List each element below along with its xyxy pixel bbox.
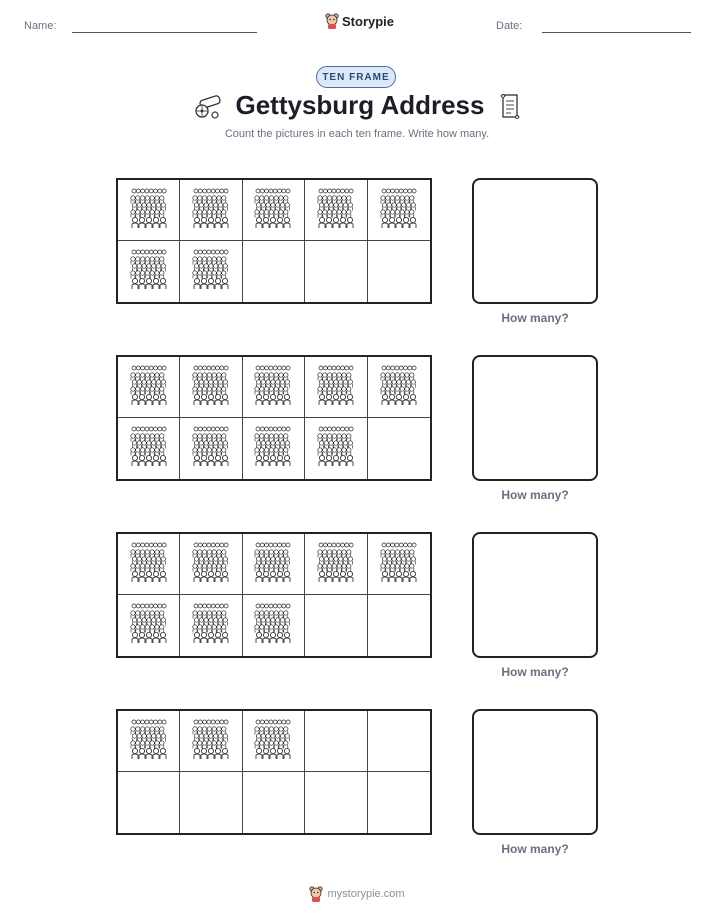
ten-frame: [116, 178, 432, 304]
crowd-icon: [128, 364, 170, 411]
ten-frame-cell: [305, 772, 367, 833]
ten-frame-cell: [180, 180, 242, 241]
crowd-icon: [190, 248, 232, 295]
ten-frame-cell: [305, 711, 367, 772]
crowd-icon: [378, 541, 420, 588]
crowd-icon: [190, 187, 232, 234]
instructions: Count the pictures in each ten frame. Write how many.: [224, 128, 490, 140]
crowd-icon: [128, 425, 170, 472]
ten-frame-cell: [180, 418, 242, 479]
crowd-icon: [128, 187, 170, 234]
answer-box[interactable]: [472, 355, 598, 481]
ten-frame-cell: [305, 180, 367, 241]
ten-frame-cell: [305, 357, 367, 418]
how-many-label: How many?: [501, 311, 569, 325]
ten-frame-cell: [243, 357, 305, 418]
cannon-icon: [192, 92, 222, 120]
crowd-icon: [190, 718, 232, 765]
ten-frame-cell: [180, 357, 242, 418]
date-label: Date:: [496, 20, 523, 32]
ten-frame-cell: [243, 241, 305, 302]
bear-mascot-icon: [325, 13, 339, 29]
crowd-icon: [378, 187, 420, 234]
ten-frame: [116, 355, 432, 481]
ten-frame-cell: [243, 180, 305, 241]
ten-frame-cell: [180, 595, 242, 656]
crowd-icon: [315, 541, 357, 588]
how-many-label: How many?: [501, 488, 569, 502]
ten-frame-cell: [305, 241, 367, 302]
date-line[interactable]: [542, 32, 691, 33]
crowd-icon: [128, 602, 170, 649]
ten-frame-cell: [118, 595, 180, 656]
scroll-icon: [498, 92, 522, 120]
ten-frame-cell: [368, 357, 430, 418]
ten-frame-cell: [118, 241, 180, 302]
answer-box[interactable]: [472, 532, 598, 658]
ten-frame-cell: [368, 595, 430, 656]
page-title: Gettysburg Address: [235, 90, 485, 120]
crowd-icon: [252, 364, 294, 411]
ten-frame-cell: [118, 357, 180, 418]
crowd-icon: [252, 187, 294, 234]
crowd-icon: [190, 602, 232, 649]
crowd-icon: [128, 541, 170, 588]
ten-frame-cell: [118, 418, 180, 479]
name-label: Name:: [24, 20, 57, 32]
ten-frame-cell: [118, 772, 180, 833]
ten-frame-cell: [180, 241, 242, 302]
crowd-icon: [315, 364, 357, 411]
crowd-icon: [378, 364, 420, 411]
ten-frame-cell: [305, 595, 367, 656]
crowd-icon: [190, 541, 232, 588]
ten-frame-cell: [180, 534, 242, 595]
ten-frame-cell: [305, 534, 367, 595]
ten-frame-cell: [243, 711, 305, 772]
ten-frame-cell: [243, 534, 305, 595]
ten-frame-cell: [305, 418, 367, 479]
ten-frame-cell: [180, 711, 242, 772]
crowd-icon: [315, 425, 357, 472]
crowd-icon: [190, 364, 232, 411]
answer-box[interactable]: [472, 178, 598, 304]
ten-frame-cell: [368, 772, 430, 833]
ten-frame-cell: [368, 180, 430, 241]
ten-frame: [116, 532, 432, 658]
ten-frame-cell: [243, 772, 305, 833]
footer: [0, 886, 714, 902]
ten-frame-cell: [118, 180, 180, 241]
crowd-icon: [252, 541, 294, 588]
worksheet-type-badge: TEN FRAME: [316, 66, 396, 88]
ten-frame: [116, 709, 432, 835]
crowd-icon: [252, 718, 294, 765]
crowd-icon: [190, 425, 232, 472]
ten-frame-cell: [368, 418, 430, 479]
crowd-icon: [128, 718, 170, 765]
crowd-icon: [315, 187, 357, 234]
crowd-icon: [128, 248, 170, 295]
ten-frame-cell: [118, 534, 180, 595]
brand-logo: [325, 13, 394, 29]
name-line[interactable]: [72, 32, 257, 33]
ten-frame-cell: [368, 241, 430, 302]
how-many-label: How many?: [501, 665, 569, 679]
ten-frame-cell: [243, 418, 305, 479]
ten-frame-cell: [180, 772, 242, 833]
brand-name: Storypie: [342, 13, 395, 29]
footer-site: mystorypie.com: [327, 888, 405, 900]
crowd-icon: [252, 425, 294, 472]
bear-mascot-icon: [309, 886, 323, 902]
ten-frame-cell: [368, 534, 430, 595]
ten-frame-cell: [118, 711, 180, 772]
title-row: [0, 90, 714, 121]
ten-frame-cell: [243, 595, 305, 656]
crowd-icon: [252, 602, 294, 649]
how-many-label: How many?: [501, 842, 569, 856]
ten-frame-cell: [368, 711, 430, 772]
answer-box[interactable]: [472, 709, 598, 835]
